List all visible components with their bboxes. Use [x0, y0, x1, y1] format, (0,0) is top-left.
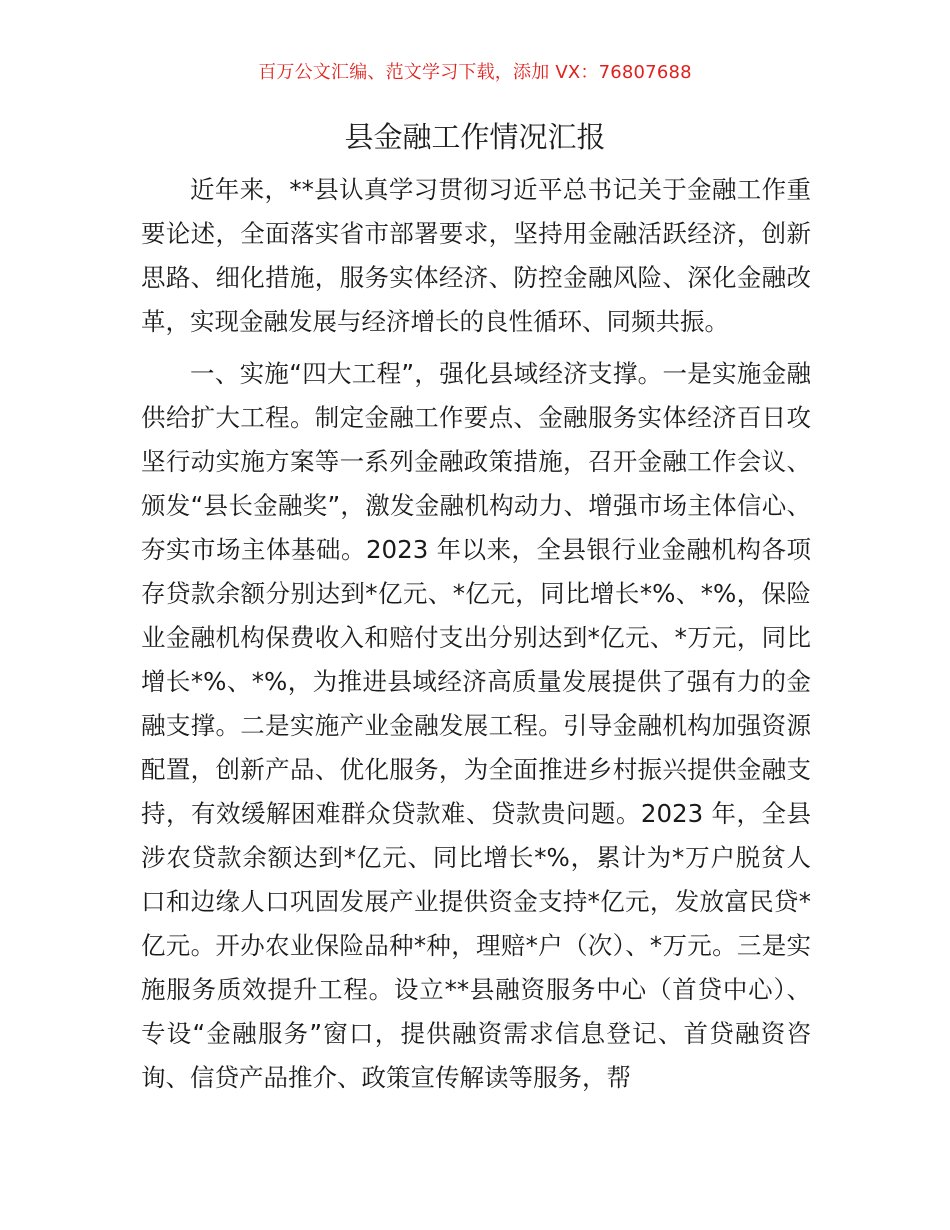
document-body	[141, 168, 811, 1108]
document-title: 县金融工作情况汇报	[344, 120, 606, 154]
watermark-header: 百万公文汇编、范文学习下载，添加 VX：76807688	[258, 62, 692, 83]
paragraph-section-one: 一、实施“四大工程”，强化县域经济支撑。一是实施金融供给扩大工程。制定金融工作要点、金融服务实体经济百日攻坚行动实施方案等一系列金融政策措施，召开金融工作会议、颁发“县长金融奖”，激发金融机构动力、增强市场主体信心、夯实市场主体基础。2023 年以来，全县银行业金融机构各项存贷款余额分别达到*亿元、*亿元，同比增长*%、*%，保险业金融机构保费收入和赔付支出分别达到*亿元、*万元，同比增长*%、*%，为推进县域经济高质量发展提供了强有力的金融支撑。二是实施产业金融发展工程。引导金融机构加强资源配置，创新产品、优化服务，为全面推进乡村振兴提供金融支持，有效缓解困难群众贷款难、贷款贵问题。2023 年，全县涉农贷款余额达到*亿元、同比增长*%，累计为*万户脱贫人口和边缘人口巩固发展产业提供资金支持*亿元，发放富民贷*亿元。开办农业保险品种*种，理赔*户（次）、*万元。三是实施服务质效提升工程。设立**县融资服务中心（首贷中心）、专设“金融服务”窗口，提供融资需求信息登记、首贷融资咨询、信贷产品推介、政策宣传解读等服务，帮	[141, 359, 811, 1092]
paragraph-intro: 近年来，**县认真学习贯彻习近平总书记关于金融工作重要论述，全面落实省市部署要求，坚持用金融活跃经济，创新思路、细化措施，服务实体经济、防控金融风险、深化金融改革，实现金融发展与经济增长的良性循环、同频共振。	[141, 175, 811, 336]
